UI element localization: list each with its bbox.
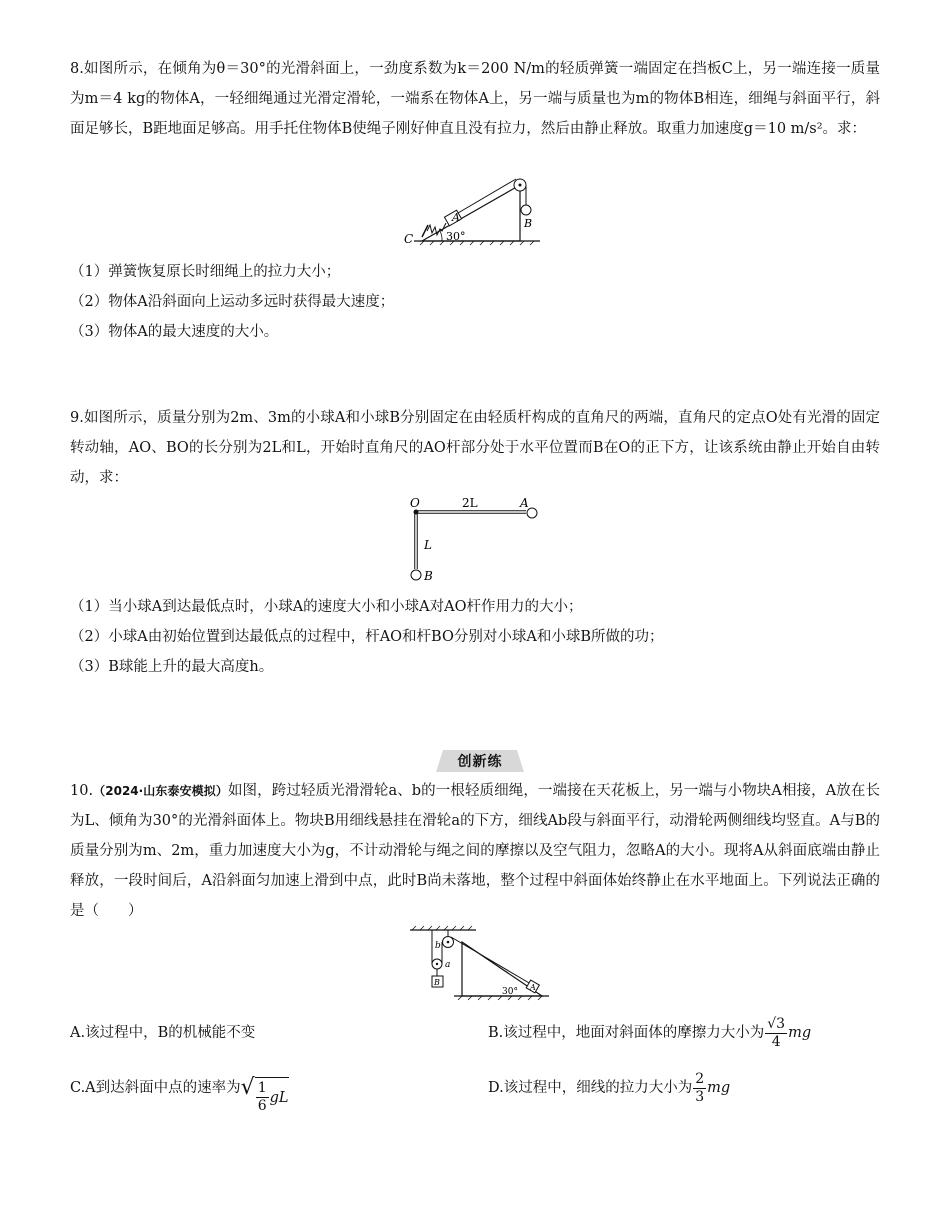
q10-option-b-num: √3 [767, 1015, 786, 1032]
q8-sub2: （2）物体A沿斜面向上运动多远时获得最大速度； [70, 294, 395, 310]
q10-source: （2024·山东泰安模拟） [93, 784, 228, 798]
q10-option-d [488, 1068, 730, 1108]
section-banner [436, 750, 524, 772]
q10-option-b-fraction [765, 1016, 787, 1051]
q9-label-O: O [410, 496, 420, 510]
q9-sub2: （2）小球A由初始位置到达最低点的过程中，杆AO和杆BO分别对小球A和小球B所做的功； [70, 629, 664, 645]
q10-option-d-unit: mg [707, 1080, 731, 1096]
q10-figure [404, 924, 554, 1004]
q8-label-A: A [452, 211, 460, 224]
q9-sub1: （1）当小球A到达最低点时，小球A的速度大小和小球A对AO杆作用力的大小； [70, 599, 583, 615]
q9-label-2L: 2L [462, 496, 478, 510]
q10-option-b-den: 4 [771, 1033, 781, 1050]
sqrt-sign: √ [240, 1075, 255, 1100]
q10-option-b-unit: mg [788, 1025, 812, 1041]
q10-option-c-den: 6 [257, 1098, 267, 1114]
q10-text: 如图，跨过轻质光滑滑轮a、b的一根轻质细绳，一端接在天花板上，另一端与小物块A相接，A放在长为L、倾角为30°的光滑斜面体上。物块B用细线悬挂在滑轮a的下方，细线Ab段与斜面平行，动滑轮两侧细线均竖直。A与B的质量分别为m、2m，重力加速度大小为g，不计动滑轮与绳之间的摩擦以及空气阻力，忽略A的大小。现将A从斜面底端由静止释放，一段时间后，A沿斜面匀加速上滑到中点，此时B尚未落地，整个过程中斜面体始终静止在水平地面上。下列说法正确的是（ ） [70, 783, 880, 919]
q8-stem: 8.如图所示，在倾角为θ＝30°的光滑斜面上，一劲度系数为k＝200 N/m的轻质弹簧一端固定在挡板C上，另一端连接一质量为m＝4 kg的物体A，一轻细绳通过光滑定滑轮，一端系在物体A上，另一端与质量也为m的物体B相连，细绳与斜面平行，斜面足够长，B距地面足够高。用手托住物体B使绳子刚好伸直且没有拉力，然后由静止释放。取重力加速度g＝10 m/s²。求： [70, 61, 880, 137]
q10-label-b: b [435, 941, 441, 951]
q10-label-B: B [434, 978, 440, 987]
q10-option-c-radicand [255, 1077, 289, 1118]
q10-option-d-text: D.该过程中，细线的拉力大小为 [488, 1080, 693, 1096]
q10-option-c-unit: gL [269, 1089, 289, 1106]
q9-label-A: A [520, 496, 529, 510]
q8-figure [400, 175, 550, 250]
q10-stem [70, 776, 880, 926]
q9-sub3: （3）B球能上升的最大高度h。 [70, 659, 274, 675]
q10-option-d-num: 2 [695, 1070, 705, 1087]
q8-label-B: B [524, 217, 533, 230]
q10-label-A: A [530, 983, 536, 992]
section-title: 创新练 [457, 754, 503, 770]
q8-sub3: （3）物体A的最大速度的大小。 [70, 324, 279, 340]
q9-label-L: L [424, 538, 432, 552]
q10-option-a: A.该过程中，B的机械能不变 [70, 1025, 256, 1041]
q10-number: 10. [70, 783, 94, 799]
q9-stem: 9.如图所示，质量分别为2m、3m的小球A和小球B分别固定在由轻质杆构成的直角尺的两端，直角尺的定点O处有光滑的固定转动轴，AO、BO的长分别为2L和L，开始时直角尺的AO杆部分处于水平位置而B在O的正下方，让该系统由静止开始自由转动，求： [70, 410, 880, 486]
q10-option-b [488, 1013, 811, 1053]
q8-sub1: （1）弹簧恢复原长时细绳上的拉力大小； [70, 264, 341, 280]
q10-label-a: a [445, 960, 451, 970]
q10-option-c [70, 1068, 289, 1118]
q10-option-d-fraction [693, 1071, 706, 1106]
q10-option-c-fraction [256, 1080, 269, 1115]
q10-option-c-num: 1 [257, 1080, 267, 1096]
q8-label-angle: 30° [446, 230, 466, 243]
q10-option-b-text: B.该过程中，地面对斜面体的摩擦力大小为 [488, 1025, 765, 1041]
q10-label-angle: 30° [502, 987, 518, 997]
q9-figure [400, 493, 550, 588]
q9-label-B: B [424, 569, 433, 583]
q8-label-C: C [404, 232, 414, 246]
q10-option-c-text: C.A到达斜面中点的速率为 [70, 1080, 241, 1096]
q10-option-d-den: 3 [695, 1088, 705, 1105]
